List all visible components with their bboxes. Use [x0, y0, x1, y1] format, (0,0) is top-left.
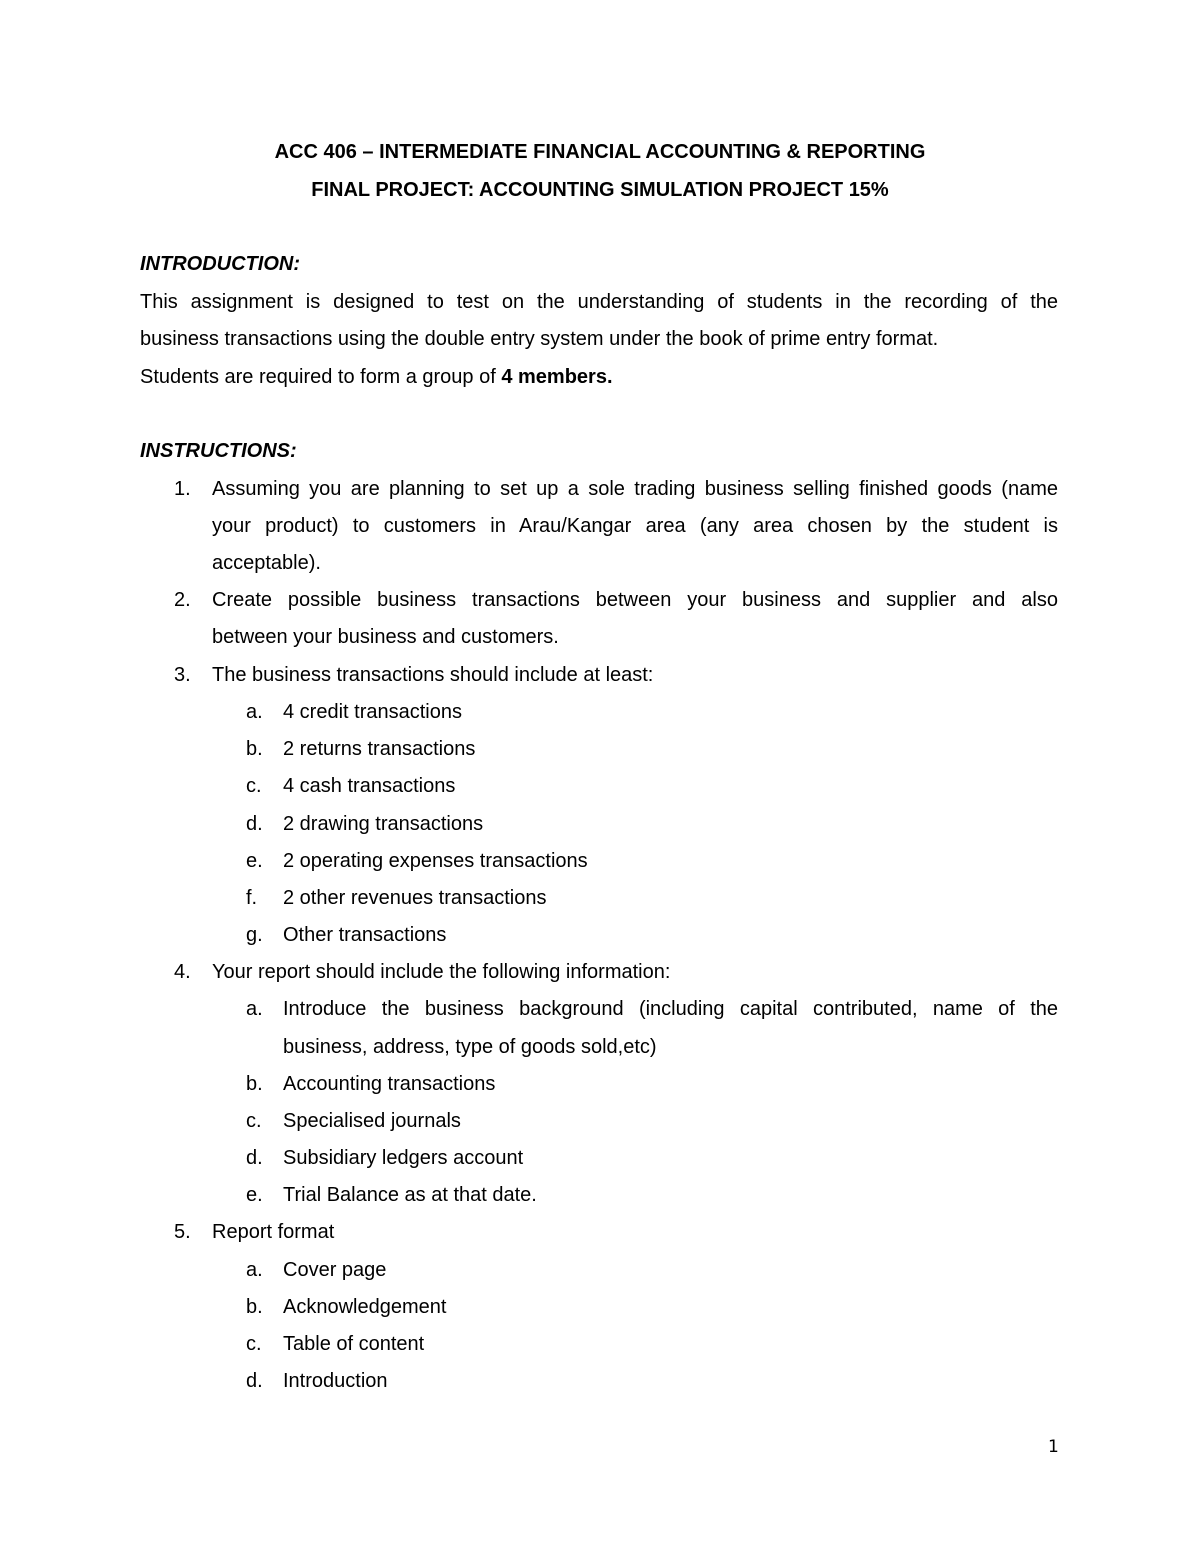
sub-item-text: Trial Balance as at that date. — [283, 1184, 537, 1206]
group-size-emphasis: 4 members. — [501, 366, 613, 388]
sub-item-letter: e. — [246, 1184, 263, 1206]
instruction-4-line-1: Your report should include the following information: — [212, 961, 671, 983]
sub-item-letter: b. — [246, 1073, 263, 1095]
sub-item-text: Introduce the business background (including capital contributed, name of the — [283, 998, 1058, 1020]
sub-item-letter: c. — [246, 1333, 262, 1355]
sub-item-text: Table of content — [283, 1333, 425, 1355]
sub-item-text: 4 cash transactions — [283, 775, 456, 797]
sub-item-text: 2 drawing transactions — [283, 813, 484, 835]
sub-item-text: 2 other revenues transactions — [283, 887, 547, 909]
instruction-1-line-2: your product) to customers in Arau/Kangar area (any area chosen by the student is — [212, 515, 1058, 537]
sub-item-text-continued: business, address, type of goods sold,etc) — [283, 1036, 657, 1058]
sub-item-letter: c. — [246, 1110, 262, 1132]
instruction-5-line-1: Report format — [212, 1221, 335, 1243]
instruction-2-line-1: Create possible business transactions between your business and supplier and also — [212, 589, 1058, 611]
sub-item-letter: a. — [246, 998, 263, 1020]
sub-item-letter: f. — [246, 887, 258, 909]
sub-item-letter: c. — [246, 775, 262, 797]
sub-item-letter: d. — [246, 813, 263, 835]
introduction-line-2: business transactions using the double entry system under the book of prime entry format. — [140, 328, 939, 350]
instruction-number: 5. — [174, 1221, 191, 1243]
sub-item-letter: a. — [246, 1259, 263, 1281]
instruction-1-line-1: Assuming you are planning to set up a sole trading business selling finished goods (name — [212, 478, 1058, 500]
introduction-line-3-text: Students are required to form a group of — [140, 366, 502, 388]
instruction-number: 1. — [174, 478, 191, 500]
sub-item-text: Specialised journals — [283, 1110, 461, 1132]
sub-item-text: 2 returns transactions — [283, 738, 476, 760]
sub-item-letter: e. — [246, 850, 263, 872]
sub-item-letter: a. — [246, 701, 263, 723]
instruction-number: 2. — [174, 589, 191, 611]
instruction-3-line-1: The business transactions should include at least: — [212, 664, 654, 686]
introduction-line-3 — [140, 366, 1058, 389]
sub-item-text: Cover page — [283, 1259, 387, 1281]
sub-item-text: Other transactions — [283, 924, 447, 946]
sub-item-letter: d. — [246, 1147, 263, 1169]
instruction-number: 3. — [174, 664, 191, 686]
project-title: FINAL PROJECT: ACCOUNTING SIMULATION PROJECT 15% — [311, 179, 889, 201]
introduction-line-1: This assignment is designed to test on the understanding of students in the recording of the — [140, 291, 1058, 313]
sub-item-text: Introduction — [283, 1370, 388, 1392]
sub-item-text: 2 operating expenses transactions — [283, 850, 588, 872]
sub-item-text: Accounting transactions — [283, 1073, 496, 1095]
sub-item-letter: d. — [246, 1370, 263, 1392]
sub-item-text: Subsidiary ledgers account — [283, 1147, 524, 1169]
instruction-number: 4. — [174, 961, 191, 983]
sub-item-letter: g. — [246, 924, 263, 946]
sub-item-text: Acknowledgement — [283, 1296, 447, 1318]
introduction-heading: INTRODUCTION: — [140, 253, 300, 275]
instruction-2-line-2: between your business and customers. — [212, 626, 559, 648]
sub-item-letter: b. — [246, 1296, 263, 1318]
sub-item-text: 4 credit transactions — [283, 701, 462, 723]
page-number: 1 — [1048, 1437, 1059, 1457]
instruction-1-line-3: acceptable). — [212, 552, 321, 574]
sub-item-letter: b. — [246, 738, 263, 760]
course-title: ACC 406 – INTERMEDIATE FINANCIAL ACCOUNTING & REPORTING — [274, 141, 926, 163]
instructions-heading: INSTRUCTIONS: — [140, 440, 297, 462]
